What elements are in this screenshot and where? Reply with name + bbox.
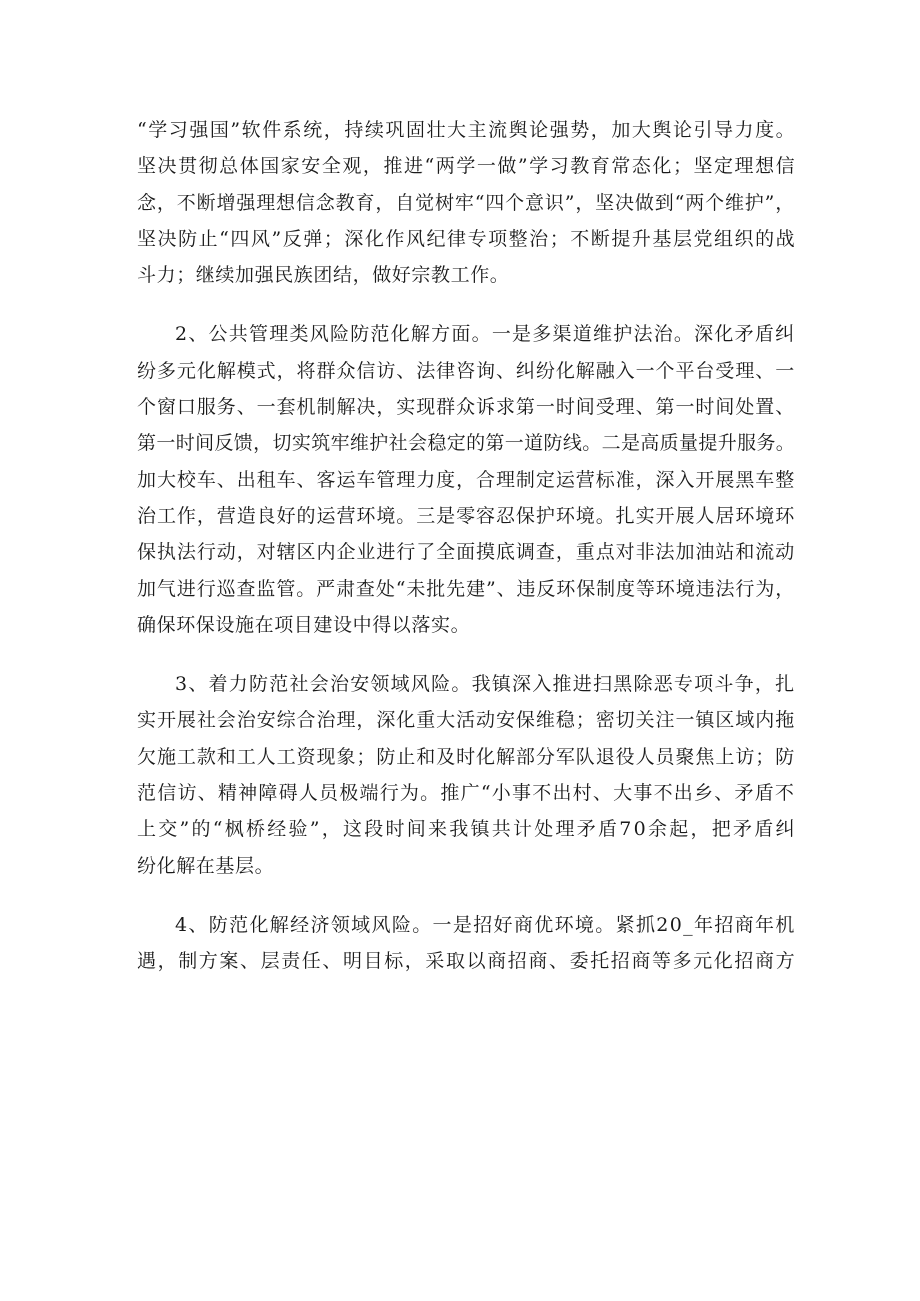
paragraph-2 [137,316,795,643]
text-line: 第一时间反馈，切实筑牢维护社会稳定的第一道防线。二是高质量提升服务。 [137,432,796,455]
text-line: 念，不断增强理想信念教育，自觉树牢“四个意识”，坚决做到“两个维护”， [137,191,796,214]
text-line: 纷化解在基层。 [137,854,275,877]
document-body [137,112,795,1003]
text-line: “学习强国”软件系统，持续巩固壮大主流舆论强势，加大舆论引导力度。 [137,119,797,141]
text-line: 确保环保设施在项目建设中得以落实。 [137,613,471,636]
text-line: 实开展社会治安综合治理，深化重大活动安保维稳；密切关注一镇区域内拖 [137,709,796,732]
text-line: 3、着力防范社会治安领域风险。我镇深入推进扫黑除恶专项斗争，扎 [175,673,796,696]
text-line: 2、公共管理类风险防范化解方面。一是多渠道维护法治。深化矛盾纠 [175,323,796,346]
text-line: 治工作，营造良好的运营环境。三是零容忍保护环境。扎实开展人居环境环 [137,504,796,527]
text-line: 个窗口服务、一套机制解决，实现群众诉求第一时间受理、第一时间处置、 [137,396,796,419]
paragraph-1 [137,112,795,293]
text-line: 保执法行动，对辖区内企业进行了全面摸底调查，重点对非法加油站和流动 [137,541,796,564]
text-line: 上交”的“枫桥经验”，这段时间来我镇共计处理矛盾70余起，把矛盾纠 [137,818,797,841]
text-line: 范信访、精神障碍人员极端行为。推广“小事不出村、大事不出乡、矛盾不 [137,782,796,805]
paragraph-4 [137,907,795,980]
text-line: 坚决防止“四风”反弹；深化作风纪律专项整治；不断提升基层党组织的战 [137,227,797,250]
text-line: 加大校车、出租车、客运车管理力度，合理制定运营标准，深入开展黑车整 [137,468,796,491]
text-line: 斗力；继续加强民族团结，做好宗教工作。 [137,264,510,287]
text-line: 加气进行巡查监管。严肃查处“未批先建”、违反环保制度等环境违法行为， [137,577,796,600]
text-line: 欠施工款和工人工资现象；防止和及时化解部分军队退役人员聚焦上访；防 [137,745,796,768]
paragraph-3 [137,666,795,884]
text-line: 4、防范化解经济领域风险。一是招好商优环境。紧抓20_年招商年机 [175,913,796,936]
text-line: 坚决贯彻总体国家安全观，推进“两学一做”学习教育常态化；坚定理想信 [137,155,797,178]
text-line: 遇，制方案、层责任、明目标，采取以商招商、委托招商等多元化招商方 [137,950,797,973]
text-line: 纷多元化解模式，将群众信访、法律咨询、纠纷化解融入一个平台受理、一 [137,359,796,382]
